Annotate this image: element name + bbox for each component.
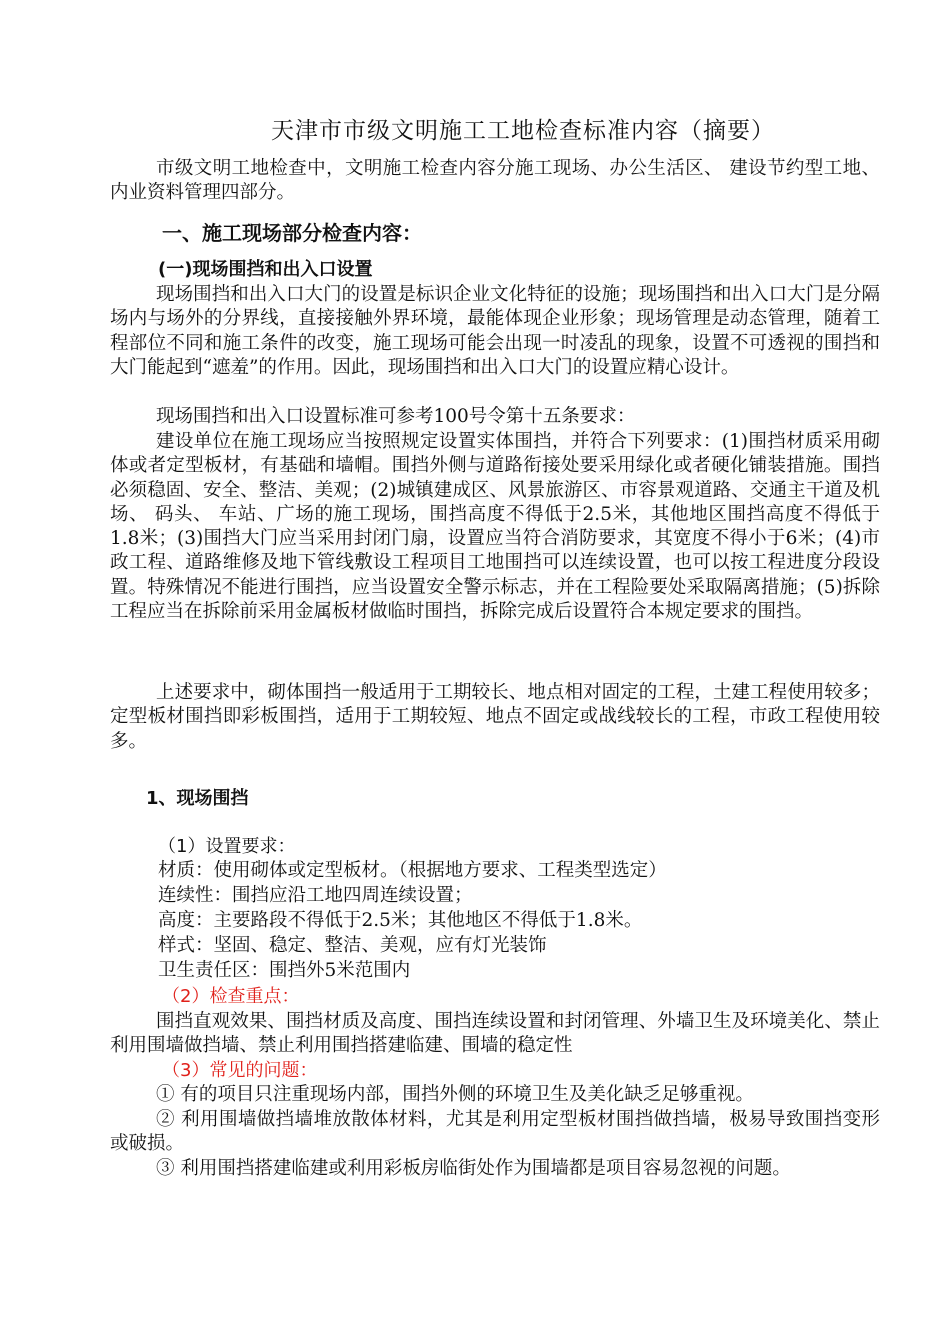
paragraph-reference-standard: 现场围挡和出入口设置标准可参考100号令第十五条要求： xyxy=(156,406,636,427)
problem-item: ③ 利用围挡搭建临建或利用彩板房临街处作为围墙都是项目容易忽视的问题。 xyxy=(156,1158,791,1179)
key-points-heading: （2）检查重点： xyxy=(162,986,300,1007)
problems-heading: （3）常见的问题： xyxy=(162,1060,318,1081)
subsection-heading: (一)现场围挡和出入口设置 xyxy=(158,259,373,280)
item-heading: 1、现场围挡 xyxy=(146,788,249,809)
problem-item: ① 有的项目只注重现场内部，围挡外侧的环境卫生及美化缺乏足够重视。 xyxy=(156,1084,754,1105)
intro-paragraph: 市级文明工地检查中，文明施工检查内容分施工现场、办公生活区、 建设节约型工地、 内业资料管理四部分。 xyxy=(110,158,880,204)
key-points-paragraph: 围挡直观效果、围挡材质及高度、围挡连续设置和封闭管理、外墙卫生及环境美化、禁止利用围墙做挡墙、禁止利用围挡搭建临建、围墙的稳定性 xyxy=(110,1011,880,1057)
requirement-item: 高度：主要路段不得低于2.5米；其他地区不得低于1.8米。 xyxy=(158,910,643,931)
requirement-item: 连续性：围挡应沿工地四周连续设置； xyxy=(158,885,473,906)
requirements-heading: （1）设置要求： xyxy=(158,836,296,857)
requirement-item: 样式：坚固、稳定、整洁、美观，应有灯光装饰 xyxy=(158,935,547,956)
paragraph-summary: 上述要求中，砌体围挡一般适用于工期较长、地点相对固定的工程，土建工程使用较多；定型板材围挡即彩板围挡，适用于工期较短、地点不固定或战线较长的工程，市政工程使用较多。 xyxy=(110,682,880,752)
section-heading: 一、施工现场部分检查内容： xyxy=(162,221,422,245)
paragraph-fence-purpose: 现场围挡和出入口大门的设置是标识企业文化特征的设施；现场围挡和出入口大门是分隔场内与场外的分界线，直接接触外界环境，最能体现企业形象；现场管理是动态管理，随着工程部位不同和施工条件的改变，施工现场可能会出现一时凌乱的现象，设置不可透视的围挡和大门能起到“遮羞”的作用。因此，现场围挡和出入口大门的设置应精心设计。 xyxy=(110,284,880,378)
requirement-item: 材质：使用砌体或定型板材。（根据地方要求、工程类型选定） xyxy=(158,860,667,881)
problem-item: ② 利用围墙做挡墙堆放散体材料，尤其是利用定型板材围挡做挡墙，极易导致围挡变形或破损。 xyxy=(110,1109,880,1155)
requirement-item: 卫生责任区：围挡外5米范围内 xyxy=(158,960,411,981)
paragraph-requirements: 建设单位在施工现场应当按照规定设置实体围挡，并符合下列要求：(1)围挡材质采用砌体或者定型板材，有基础和墙帽。围挡外侧与道路衔接处要采用绿化或者硬化铺装措施。围挡必须稳固、安全、整洁、美观；(2)城镇建成区、风景旅游区、市容景观道路、交通主干道及机场、 码头、 车站、广场的施工现场，围挡高度不得低于2.5米，其他地区围挡高度不得低于1.8米；(3)围挡大门应当采用封闭门扇，设置应当符合消防要求，其宽度不得小于6米；(4)市政工程、道路维修及地下管线敷设工程项目工地围挡可以连续设置，也可以按工程进度分段设置。特殊情况不能进行围挡，应当设置安全警示标志，并在工程险要处采取隔离措施；(5)拆除工程应当在拆除前采用金属板材做临时围挡，拆除完成后设置符合本规定要求的围挡。 xyxy=(110,431,880,623)
document-title: 天津市市级文明施工工地检查标准内容（摘要） xyxy=(271,118,775,144)
